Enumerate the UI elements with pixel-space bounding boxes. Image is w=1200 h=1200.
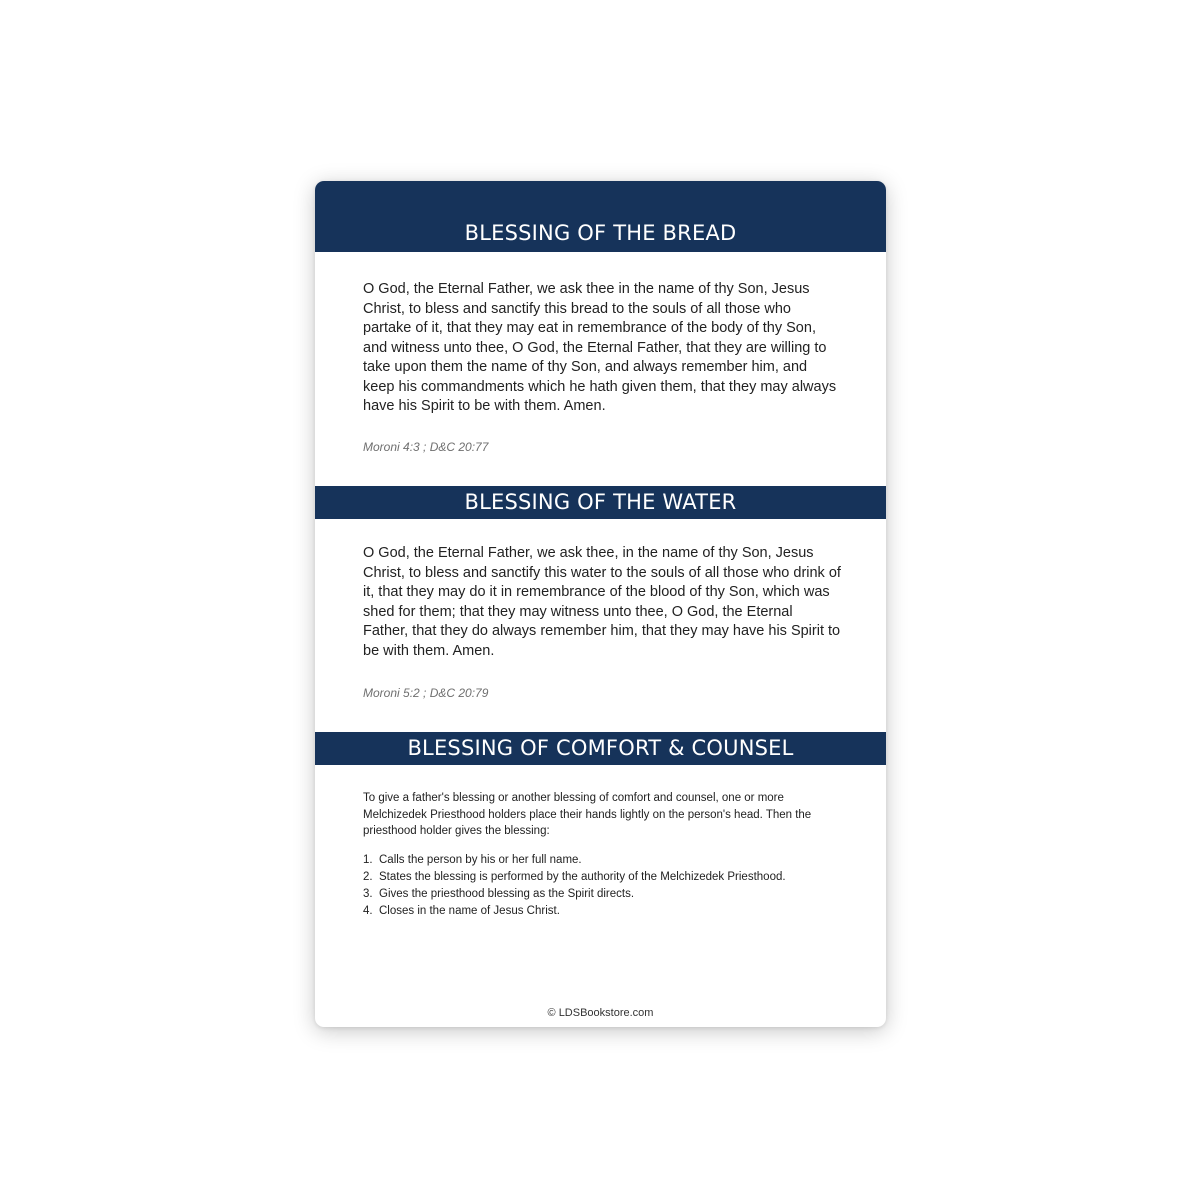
- blessing-steps-list: [363, 852, 841, 920]
- step-text: Closes in the name of Jesus Christ.: [379, 905, 560, 917]
- bread-citation: Moroni 4:3 ; D&C 20:77: [363, 440, 489, 454]
- copyright-footer: © LDSBookstore.com: [547, 1007, 654, 1019]
- step-text: Gives the priesthood blessing as the Spirit directs.: [379, 888, 635, 900]
- step-number: 3.: [363, 888, 373, 900]
- step-number: 4.: [363, 905, 373, 917]
- water-citation: Moroni 5:2 ; D&C 20:79: [363, 686, 489, 700]
- water-prayer-text: O God, the Eternal Father, we ask thee, in the name of thy Son, Jesus Christ, to bless and sanctify this water to the souls of all those who drink of it, that they may do it in remembrance of the blood of thy Son, which was shed for them; that they may witness unto thee, O God, the Eternal Father, that they do always remember him, that they may have his Spirit to be with them. Amen.: [363, 545, 841, 659]
- water-heading: BLESSING OF THE WATER: [315, 486, 886, 519]
- list-item: [363, 903, 841, 919]
- blessing-card: [315, 181, 886, 1027]
- list-item: [363, 852, 841, 868]
- step-number: 2.: [363, 871, 373, 883]
- comfort-counsel-heading: BLESSING OF COMFORT & COUNSEL: [315, 732, 886, 765]
- comfort-counsel-intro: To give a father's blessing or another blessing of comfort and counsel, one or more Melchizedek Priesthood holders place their hands lightly on the person's head. Then the priesthood holder gives the blessing:: [363, 792, 812, 837]
- bread-prayer-text: O God, the Eternal Father, we ask thee in the name of thy Son, Jesus Christ, to bless and sanctify this bread to the souls of all those who partake of it, that they may eat in remembrance of the body of thy Son, and witness unto thee, O God, the Eternal Father, that they are willing to take upon them the name of thy Son, and always remember him, and keep his commandments which he hath given them, that they may always have his Spirit to be with them. Amen.: [363, 281, 837, 414]
- bread-heading: BLESSING OF THE BREAD: [315, 181, 886, 252]
- step-text: Calls the person by his or her full name.: [379, 854, 582, 866]
- step-number: 1.: [363, 854, 373, 866]
- step-text: States the blessing is performed by the authority of the Melchizedek Priesthood.: [379, 871, 786, 883]
- list-item: [363, 869, 841, 885]
- list-item: [363, 886, 841, 902]
